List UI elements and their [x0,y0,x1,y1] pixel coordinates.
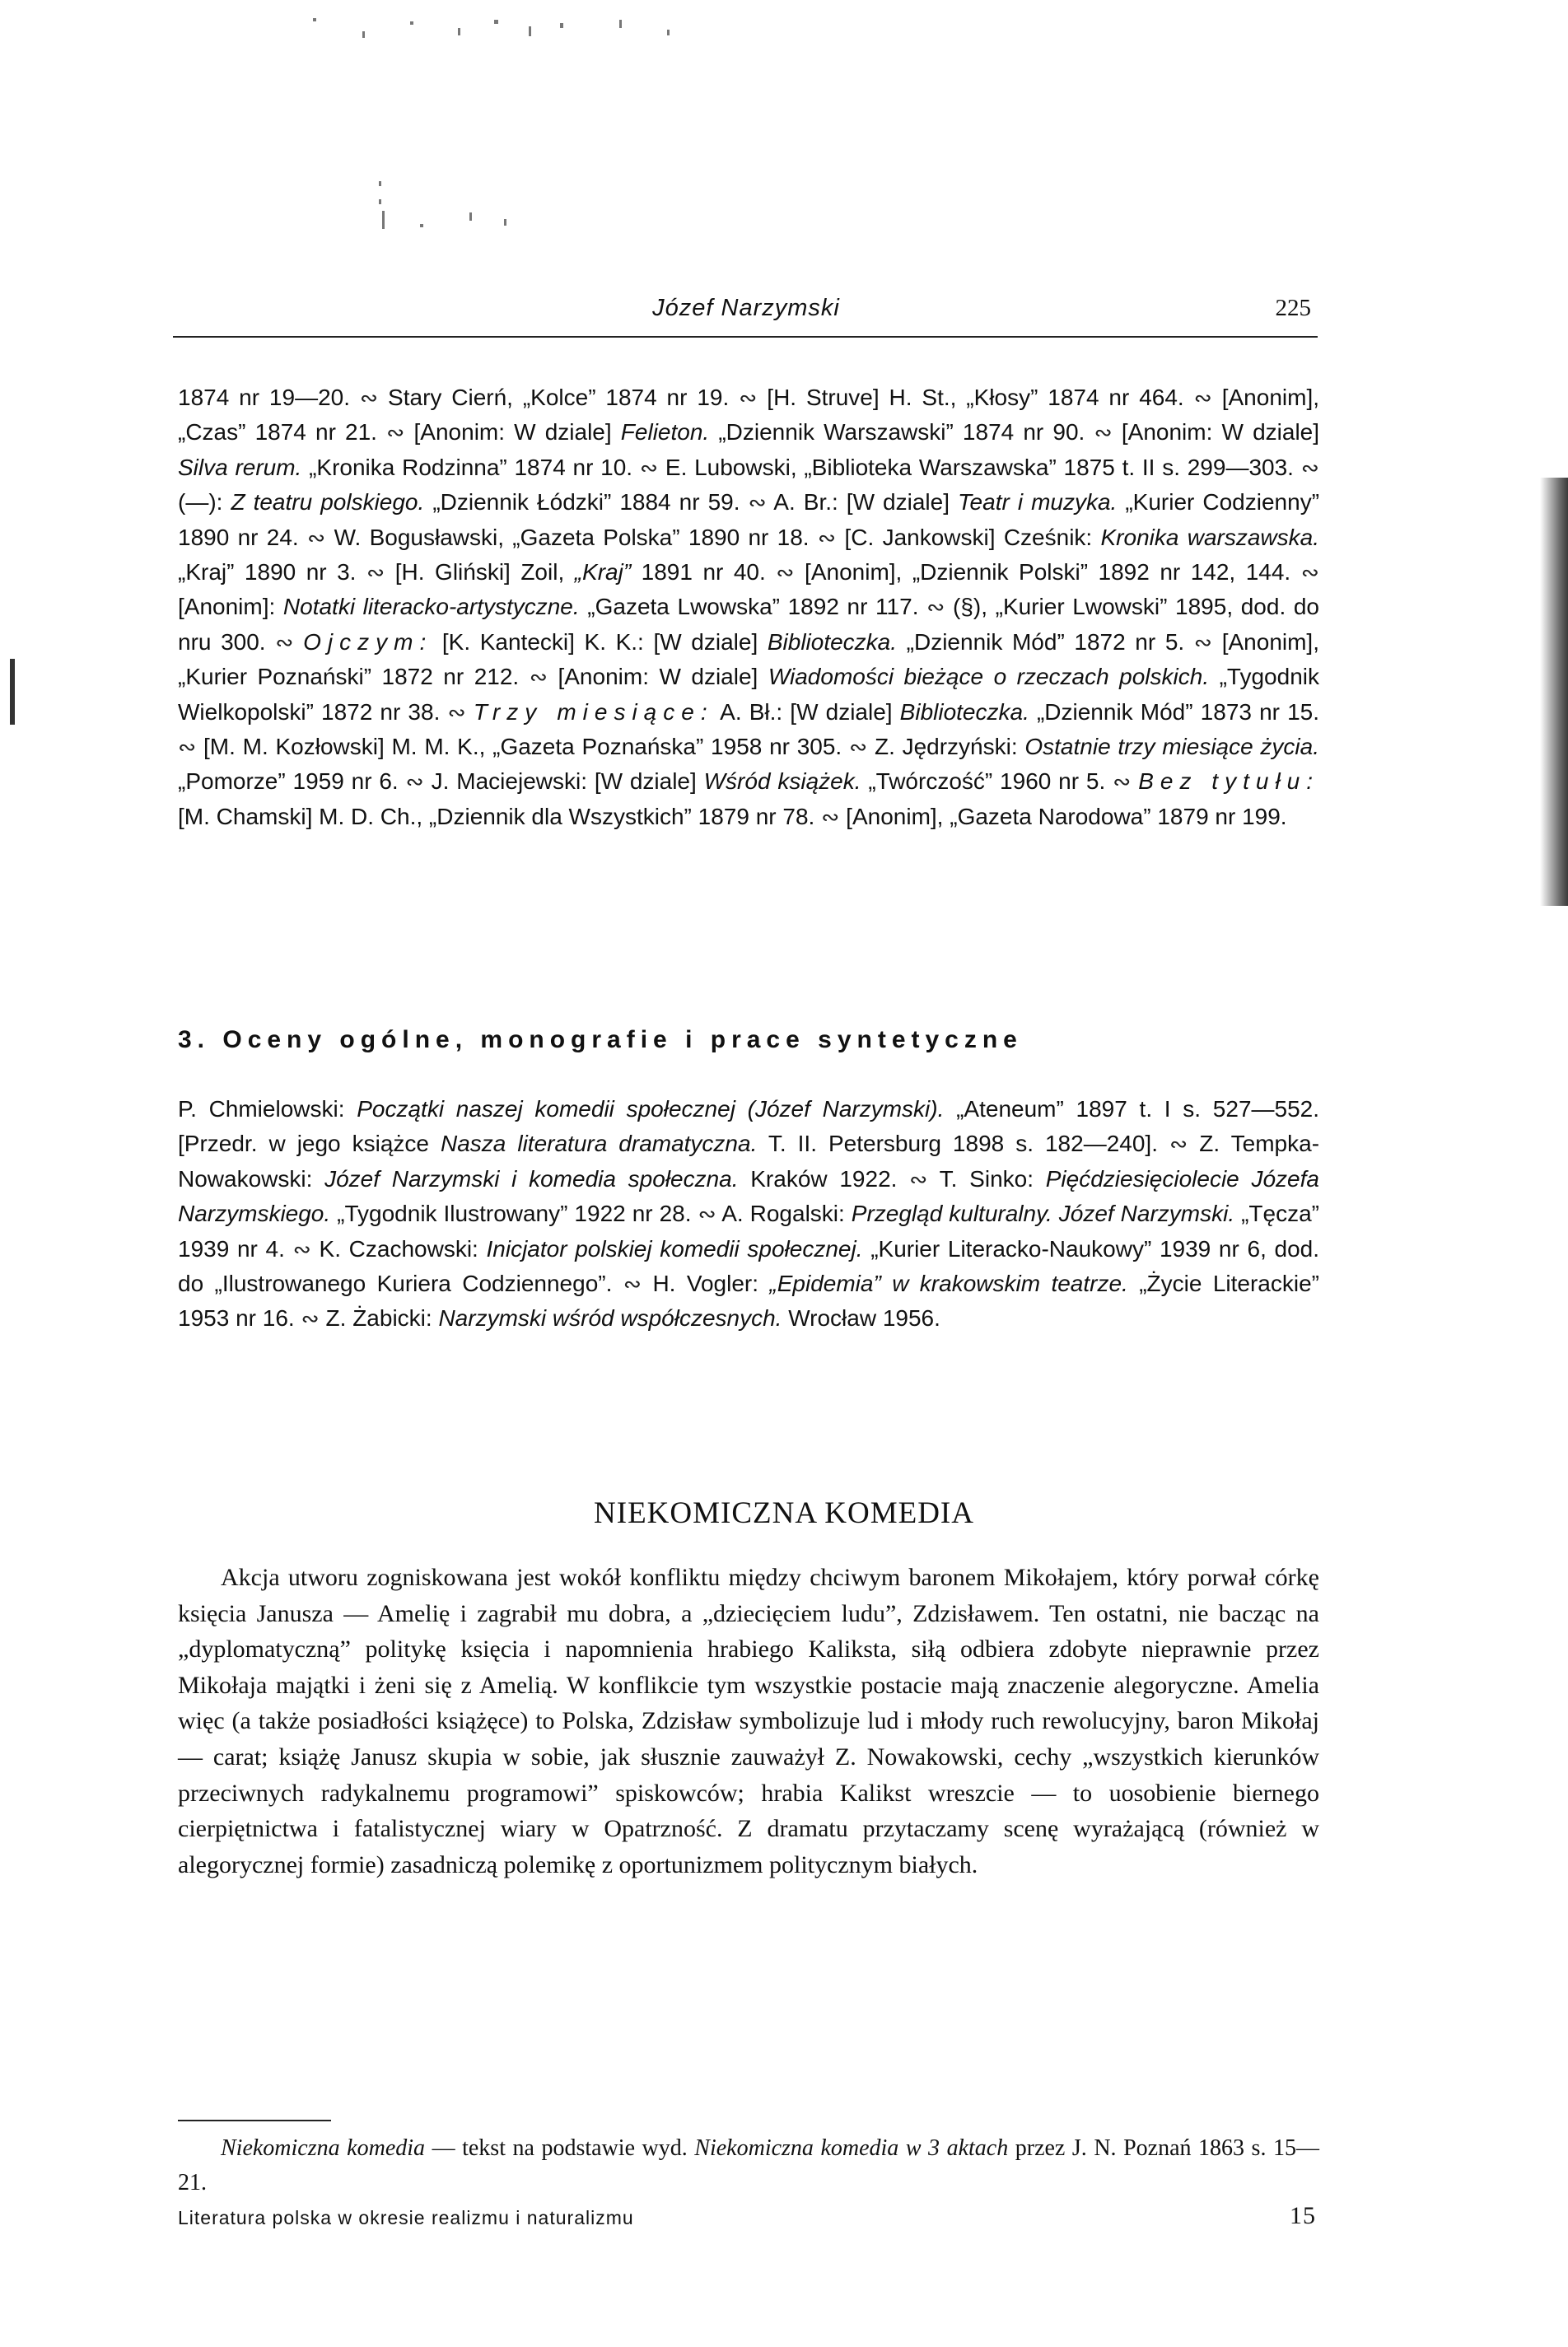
citation-text [1131,768,1138,794]
work-title-spaced: Trzy miesiące: [473,698,714,725]
bibliography-continued [178,380,1319,834]
section-heading: 3. Oceny ogólne, monografie i prace syntetyczne [178,1026,1023,1053]
citation-text: [Anonim: W dziale] [547,664,768,690]
citation-text: [H. Struve] H. St., „Kłosy” 1874 nr 464. [757,385,1194,410]
separator-symbol: ∾ [698,1201,716,1227]
citation-text: Z. Tempka-Nowakowski: [178,1131,1320,1192]
citation-text: „Kronika Rodzinna” 1874 nr 10. [301,454,640,480]
page-number: 225 [1275,295,1311,321]
separator-symbol: ∾ [1300,560,1319,586]
citation-text: [Anonim], „Gazeta Narodowa” 1879 nr 199. [839,803,1287,829]
citation-text: „Ateneum” 1897 t. I s. 527—552. [Przedr. w jego książce [178,1096,1320,1157]
work-title: „Epidemia” w krakowskim teatrze. [769,1271,1128,1297]
work-title: „Kraj” [574,559,632,586]
citation-text: „Życie Literackie” 1953 nr 16. [178,1271,1319,1332]
citation-text: „Tęcza” 1939 nr 4. [178,1201,1319,1262]
work-title: Wśród książek. [703,768,861,795]
scan-noise [313,16,774,231]
separator-symbol: ∾ [1193,385,1212,410]
binding-edge-shadow [1540,478,1568,906]
citation-text: T. Sinko: [927,1165,1046,1192]
series-title: Literatura polska w okresie realizmu i naturalizmu [178,2207,634,2228]
work-title: Teatr i muzyka. [958,489,1118,516]
work-title: Niekomiczna komedia [221,2135,426,2161]
separator-symbol: ∾ [301,1306,320,1332]
work-title: Z teatru polskiego. [231,489,425,516]
citation-text: — tekst na podstawie wyd. [425,2135,695,2161]
separator-symbol: ∾ [1094,420,1113,446]
work-title: Niekomiczna komedia w 3 aktach [694,2135,1009,2161]
citation-text: [Anonim], „Dziennik Polski” 1892 nr 142, 144. [794,559,1301,586]
citation-text: A. Rogalski: [716,1201,852,1227]
citation-text: (§), „Kurier Lwowski” 1895, dod. do nru 300. [178,594,1319,655]
chapter-title: NIEKOMICZNA KOMEDIA [594,1496,974,1530]
citation-text: „Kurier Codzienny” 1890 nr 24. [178,489,1320,550]
separator-symbol: ∾ [1169,1132,1188,1157]
citation-text: „Dziennik Mód” 1873 nr 15. [1029,698,1320,725]
separator-symbol: ∾ [275,629,294,655]
citation-text: Z. Jędrzyński: [867,734,1025,760]
citation-text: K. Czachowski: [310,1235,487,1262]
work-title: Biblioteczka. [899,698,1029,725]
citation-text: „Dziennik Łódzki” 1884 nr 59. [424,489,749,516]
citation-text: [Anonim: W dziale] [404,419,621,446]
separator-symbol: ∾ [926,595,945,620]
citation-text: Wrocław 1956. [782,1305,940,1332]
citation-text: Stary Cierń, „Kolce” 1874 nr 19. [378,385,740,410]
separator-symbol: ∾ [366,560,385,586]
work-title: Felieton. [620,419,710,446]
citation-text: „Kurier Literacko-Naukowy” 1939 nr 6, dod. do „Ilustrowanego Kuriera Codziennego”. [178,1235,1320,1297]
separator-symbol: ∾ [447,699,466,725]
work-title: Kronika warszawska. [1100,524,1320,550]
citation-text: „Twórczość” 1960 nr 5. [861,768,1113,795]
citation-text: A. Br.: [W dziale] [766,489,959,516]
citation-text: „Tygodnik Ilustrowany” 1922 nr 28. [330,1201,698,1227]
separator-symbol: ∾ [405,769,424,795]
citation-text: Kraków 1922. [738,1165,910,1192]
work-title-spaced: Ojczym: [303,628,433,655]
intro-text [178,1560,1319,1883]
citation-text: [Anonim], „Kurier Poznański” 1872 nr 212. [178,628,1319,690]
work-title: Narzymski wśród współczesnych. [438,1305,782,1332]
work-title: Biblioteczka. [767,628,898,655]
work-title: Józef Narzymski i komedia społeczna. [324,1165,739,1192]
separator-symbol: ∾ [1193,629,1213,655]
separator-symbol: ∾ [639,455,659,480]
work-title-spaced: Bez tytułu: [1138,768,1320,795]
separator-symbol: ∾ [748,490,767,516]
citation-text: (—): [178,489,231,516]
printer-signature: 15 [1290,2202,1316,2229]
running-title: Józef Narzymski [652,295,840,321]
citation-text: W. Bogusławski, „Gazeta Polska” 1890 nr 18. [325,524,818,550]
citation-text [294,629,304,655]
work-title: Wiadomości bieżące o rzeczach polskich. [768,664,1210,690]
work-title: Inicjator polskiej komedii społecznej. [486,1235,863,1262]
citation-text: H. Vogler: [642,1271,770,1297]
footnote-text [178,2131,1319,2200]
citation-text: T. II. Petersburg 1898 s. 182—240]. [757,1131,1169,1157]
separator-symbol: ∾ [1300,455,1319,480]
citation-text: P. Chmielowski: [178,1096,357,1122]
margin-mark [10,659,15,725]
footnote [178,2131,1319,2200]
citation-text: 1874 nr 19—20. [178,385,360,410]
citation-text: „Dziennik Mód” 1872 nr 5. [897,628,1194,655]
citation-text: [K. Kantecki] K. K.: [W dziale] [432,628,768,655]
general-assessments-list [178,1092,1319,1337]
work-title: Silva rerum. [178,454,302,480]
citation-text: przez J. N. Poznań 1863 s. 15—21. [178,2135,1319,2195]
work-title: Pięćdziesięciolecie Józefa Narzymskiego. [178,1165,1319,1227]
separator-symbol: ∾ [178,735,197,760]
separator-symbol: ∾ [529,665,548,690]
citation-text: [M. Chamski] M. D. Ch., „Dziennik dla Wszystkich” 1879 nr 78. [178,803,822,829]
separator-symbol: ∾ [386,420,405,446]
separator-symbol: ∾ [817,525,837,550]
separator-symbol: ∾ [1113,769,1132,795]
work-title: Przegląd kulturalny. Józef Narzymski. [851,1201,1235,1227]
citation-text: „Gazeta Lwowska” 1892 nr 117. [579,594,927,620]
separator-symbol: ∾ [623,1271,642,1297]
citation-text: J. Maciejewski: [W dziale] [423,768,704,795]
citation-text: „Tygodnik Wielkopolski” 1872 nr 38. [178,664,1319,725]
citation-text: „Kraj” 1890 nr 3. [178,559,366,586]
work-title: Ostatnie trzy miesiące życia. [1024,734,1319,760]
citation-text: 1891 nr 40. [631,559,777,586]
citation-text: A. Bł.: [W dziale] [713,698,900,725]
separator-symbol: ∾ [821,804,840,829]
citation-text: „Dziennik Warszawski” 1874 nr 90. [709,419,1094,446]
work-title: Początki naszej komedii społecznej (Józef Narzymski). [357,1096,945,1122]
citation-text: [C. Jankowski] Cześnik: [836,524,1101,550]
footnote-rule [178,2120,331,2121]
header-rule [173,336,1318,338]
separator-symbol: ∾ [739,385,758,410]
separator-symbol: ∾ [909,1166,928,1192]
citation-text: E. Lubowski, „Biblioteka Warszawska” 1875 t. II s. 299—303. [658,454,1301,480]
work-title: Notatki literacko-artystyczne. [282,594,580,620]
separator-symbol: ∾ [307,525,326,550]
citation-text: [Anonim], „Czas” 1874 nr 21. [178,385,1320,446]
citation-text: [Anonim: W dziale] [1112,419,1320,446]
citation-text: [M. M. Kozłowski] M. M. K., „Gazeta Poznańska” 1958 nr 305. [196,734,849,760]
separator-symbol: ∾ [776,560,795,586]
intro-paragraph: Akcja utworu zogniskowana jest wokół konfliktu między chciwym baronem Mikołajem, który porwał córkę księcia Janusza — Amelię i zagrabił mu dobra, a „dziecięciem ludu”, Zdzisławem. Ten ostatni, nie bacząc na „dyplomatyczną” politykę księcia i napomnienia hrabiego Kaliksta, siłą odbiera zdobyte nieprawnie przez Mikołaja majątki i żeni się z Amelią. W konflikcie tym wszystkie postacie mają znaczenie alegoryczne. Amelia więc (a także posiadłości książęce) to Polska, Zdzisław symbolizuje lud i młody ruch rewolucyjny, baron Mikołaj — carat; książę Janusz skupia w sobie, jak słusznie zauważył Z. Nowakowski, cechy „wszystkich kierunków przeciwnych radykalnemu programowi” spiskowców; hrabia Kalikst wreszcie — to uosobienie biernego cierpiętnictwa i fatalistycznej wiary w Opatrzność. Z dramatu przytaczamy scenę wyrażającą (również w alegorycznej formie) zasadniczą polemikę z oportunizmem politycznym białych. [178,1564,1319,1878]
citation-text: „Pomorze” 1959 nr 6. [178,768,406,795]
citation-text: [Anonim]: [178,594,283,620]
separator-symbol: ∾ [292,1236,311,1262]
page-footer [178,2202,1319,2240]
separator-symbol: ∾ [359,385,379,410]
separator-symbol: ∾ [848,735,868,760]
citation-text: [H. Gliński] Zoil, [385,559,575,586]
work-title: Nasza literatura dramatyczna. [441,1131,758,1157]
citation-text: Z. Żabicki: [319,1305,439,1332]
running-head [178,295,1314,333]
citation-text [466,699,474,725]
